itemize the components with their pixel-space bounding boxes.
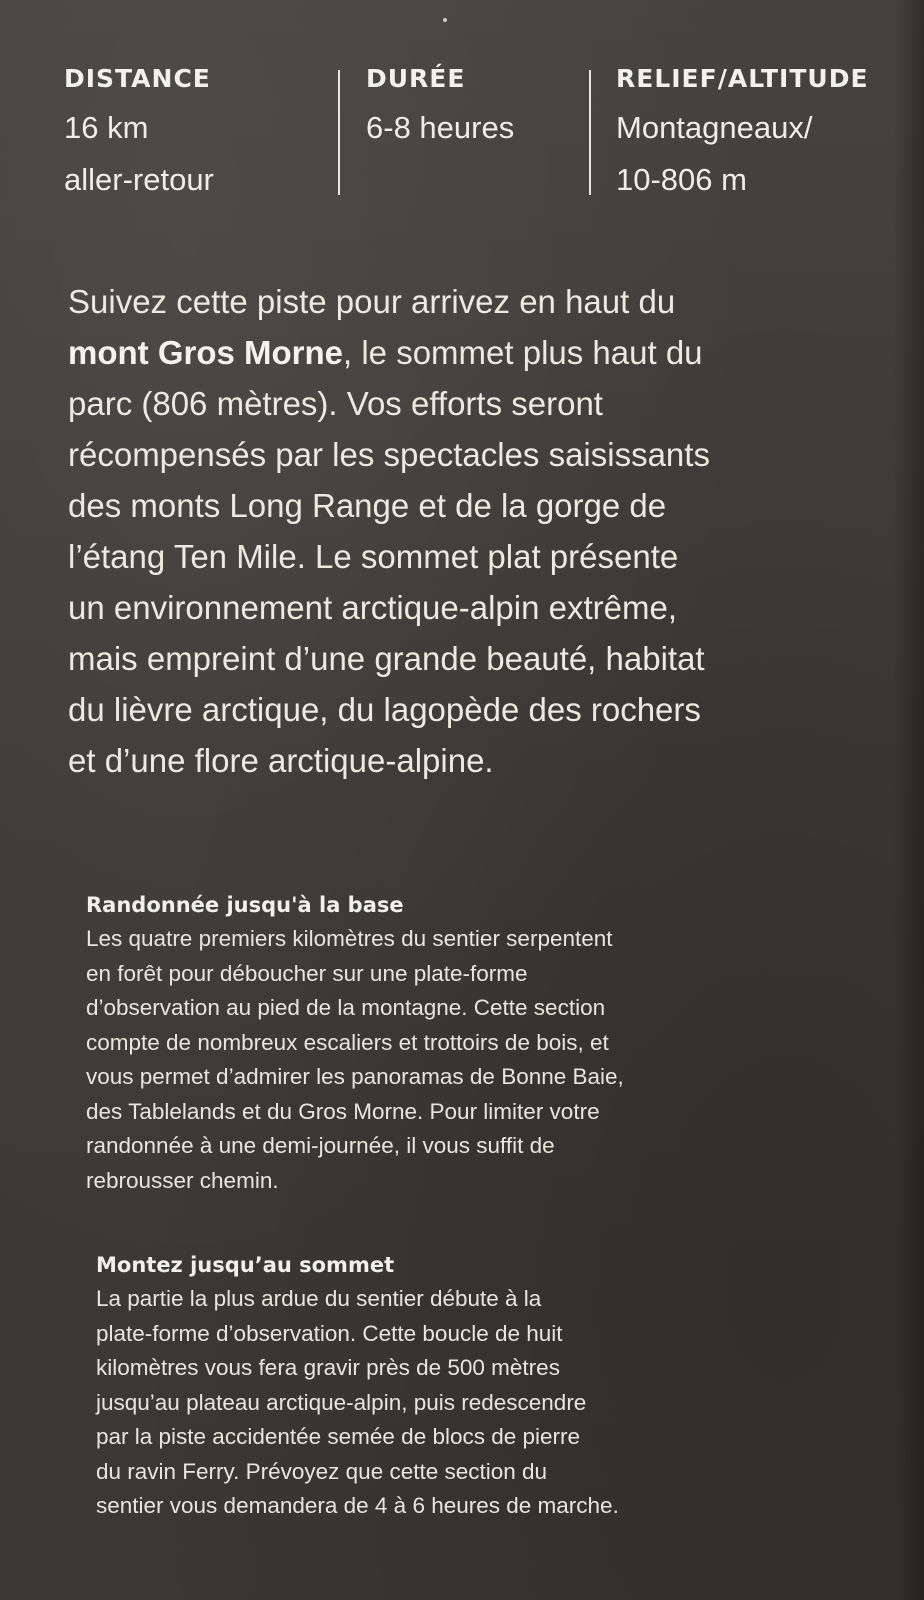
stat-distance-value-line: 16 km	[64, 110, 149, 145]
stat-relief	[616, 62, 869, 206]
intro-paragraph	[68, 276, 868, 786]
intro-line-rest: , le sommet plus haut du	[343, 334, 703, 371]
stat-relief-value-line: 10-806 m	[616, 162, 747, 197]
section-body	[96, 1282, 836, 1524]
intro-line: Suivez cette piste pour arrivez en haut du	[68, 283, 676, 320]
intro-line: parc (806 mètres). Vos efforts seront	[68, 385, 603, 422]
section-line: La partie la plus ardue du sentier débute à la	[96, 1286, 542, 1311]
intro-line: un environnement arctique-alpin extrême,	[68, 589, 678, 626]
intro-line: récompensés par les spectacles saisissants	[68, 436, 710, 473]
section-line: sentier vous demandera de 4 à 6 heures de marche.	[96, 1493, 619, 1518]
stat-divider	[338, 70, 340, 195]
section-title: Montez jusqu’au sommet	[96, 1253, 395, 1277]
section-line: par la piste accidentée semée de blocs de pierre	[96, 1424, 581, 1449]
section-line: compte de nombreux escaliers et trottoirs de bois, et	[86, 1029, 609, 1055]
section-body	[86, 922, 826, 1198]
stat-distance-value	[64, 102, 214, 206]
section-title: Randonnée jusqu'à la base	[86, 893, 404, 917]
section-line: en forêt pour déboucher sur une plate-forme	[86, 960, 528, 986]
stat-duree-label: DURÉE	[366, 64, 466, 93]
intro-line: des monts Long Range et de la gorge de	[68, 487, 667, 524]
section-line: kilomètres vous fera gravir près de 500 mètres	[96, 1355, 560, 1380]
intro-line: mais empreint d’une grande beauté, habitat	[68, 640, 705, 677]
stat-relief-label: RELIEF/ALTITUDE	[616, 64, 869, 93]
section-randonnee-base	[86, 888, 826, 1198]
stat-duree	[366, 62, 514, 154]
section-line: d’observation au pied de la montagne. Cette section	[86, 995, 606, 1020]
stat-distance-value-line: aller-retour	[64, 162, 214, 197]
surface-speck	[443, 18, 447, 22]
section-line: Les quatre premiers kilomètres du sentier serpentent	[86, 926, 613, 951]
section-line: jusqu’au plateau arctique-alpin, puis redescendre	[96, 1389, 587, 1415]
stat-distance-label: DISTANCE	[64, 64, 211, 93]
section-line: du ravin Ferry. Prévoyez que cette section du	[96, 1458, 548, 1484]
section-line: des Tablelands et du Gros Morne. Pour limiter votre	[86, 1098, 600, 1124]
stat-divider	[589, 70, 591, 195]
intro-line: et d’une flore arctique-alpine.	[68, 742, 494, 779]
intro-bold-name: mont Gros Morne	[68, 334, 344, 371]
intro-line: l’étang Ten Mile. Le sommet plat présente	[68, 538, 679, 575]
section-montez-sommet	[96, 1248, 836, 1524]
stat-duree-value-line: 6-8 heures	[366, 110, 515, 145]
section-line: plate-forme d’observation. Cette boucle de huit	[96, 1320, 563, 1346]
stat-relief-value-line: Montagneaux/	[616, 110, 813, 145]
intro-line	[68, 327, 868, 378]
intro-line: du lièvre arctique, du lagopède des rochers	[68, 691, 701, 728]
stat-relief-value	[616, 102, 869, 206]
section-line: rebrousser chemin.	[86, 1167, 279, 1193]
section-line: randonnée à une demi-journée, il vous suffit de	[86, 1133, 555, 1158]
section-line: vous permet d’admirer les panoramas de Bonne Baie,	[86, 1064, 624, 1089]
stat-duree-value	[366, 102, 514, 154]
stat-distance	[64, 62, 214, 206]
